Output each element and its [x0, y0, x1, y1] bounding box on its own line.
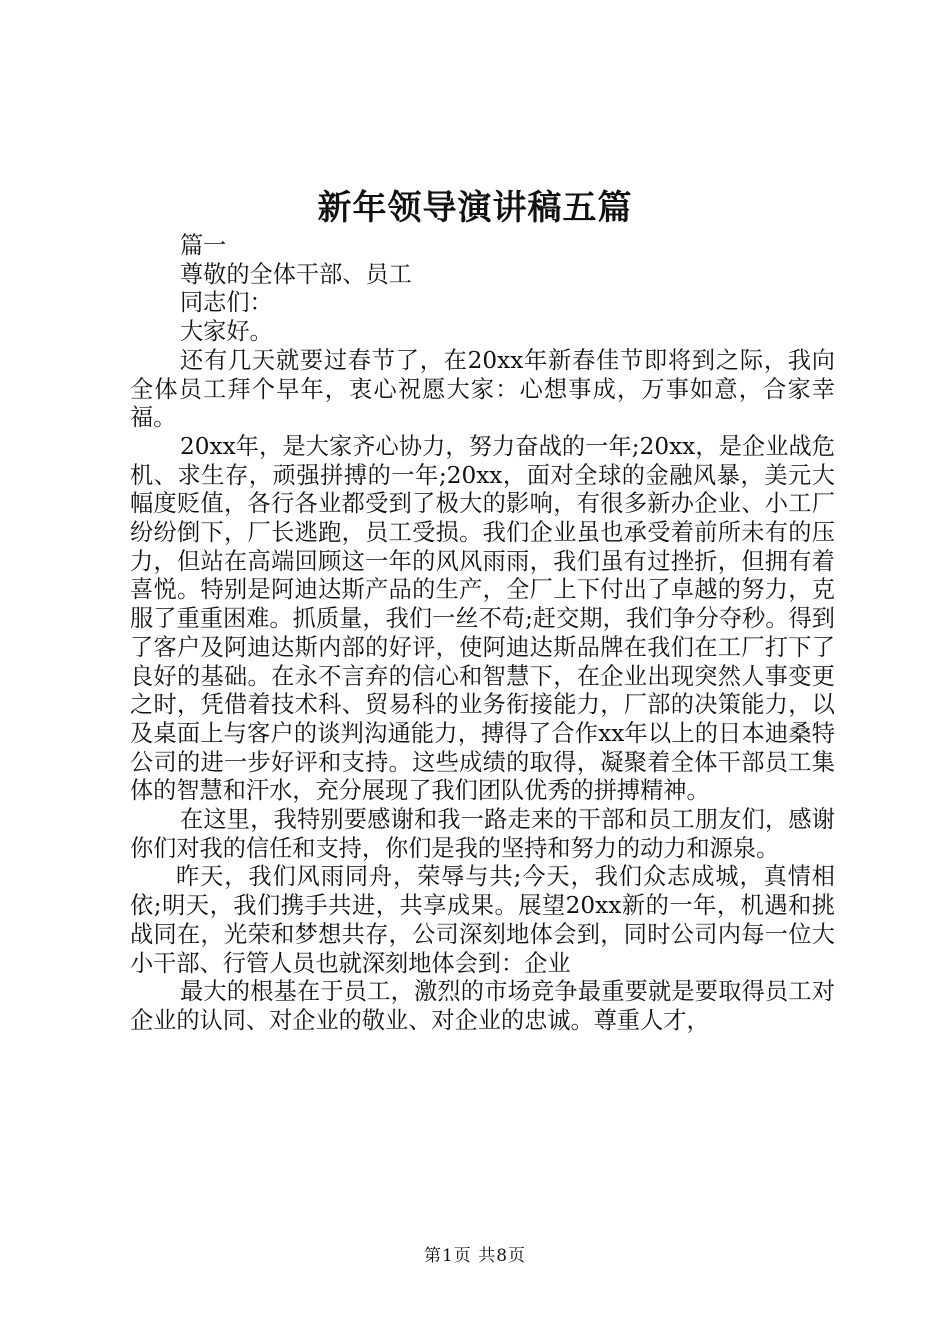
body-paragraph: 在这里，我特别要感谢和我一路走来的干部和员工朋友们，感谢你们对我的信任和支持，你们是我的坚持和努力的动力和源泉。 — [130, 806, 835, 862]
salutation-line: 同志们： — [180, 289, 273, 317]
greeting-line: 大家好。 — [180, 318, 273, 346]
page-number-footer: 第1页 共8页 — [423, 1246, 527, 1266]
body-paragraph: 还有几天就要过春节了，在20xx年新春佳节即将到之际，我向全体员工拜个早年，衷心祝愿大家：心想事成，万事如意，合家幸福。 — [130, 346, 835, 432]
document-body — [130, 232, 835, 1036]
body-paragraph: 最大的根基在于员工，激烈的市场竞争最重要就是要取得员工对企业的认同、对企业的敬业、对企业的忠诚。尊重人才， — [130, 978, 835, 1034]
salutation-line: 尊敬的全体干部、员工 — [180, 260, 412, 288]
body-paragraph: 昨天，我们风雨同舟，荣辱与共;今天，我们众志成城，真情相依;明天，我们携手共进，共享成果。展望20xx新的一年，机遇和挑战同在，光荣和梦想共存，公司深刻地体会到，同时公司内每一位大小干部、行管人员也就深刻地体会到：企业 — [130, 863, 835, 977]
section-heading: 篇一 — [180, 232, 227, 259]
document-title: 新年领导演讲稿五篇 — [317, 188, 633, 228]
body-paragraph: 20xx年，是大家齐心协力，努力奋战的一年;20xx，是企业战危机、求生存，顽强拼搏的一年;20xx，面对全球的金融风暴，美元大幅度贬值，各行各业都受到了极大的影响，有很多新办企业、小工厂纷纷倒下，厂长逃跑，员工受损。我们企业虽也承受着前所未有的压力，但站在高端回顾这一年的风风雨雨，我们虽有过挫折，但拥有着喜悦。特别是阿迪达斯产品的生产，全厂上下付出了卓越的努力，克服了重重困难。抓质量，我们一丝不苟;赶交期，我们争分夺秒。得到了客户及阿迪达斯内部的好评，使阿迪达斯品牌在我们在工厂打下了良好的基础。在永不言弃的信心和智慧下，在企业出现突然人事变更之时，凭借着技术科、贸易科的业务衔接能力，厂部的决策能力，以及桌面上与客户的谈判沟通能力，搏得了合作xx年以上的日本迪桑特公司的进一步好评和支持。这些成绩的取得，凝聚着全体干部员工集体的智慧和汗水，充分展现了我们团队优秀的拼搏精神。 — [130, 432, 835, 805]
